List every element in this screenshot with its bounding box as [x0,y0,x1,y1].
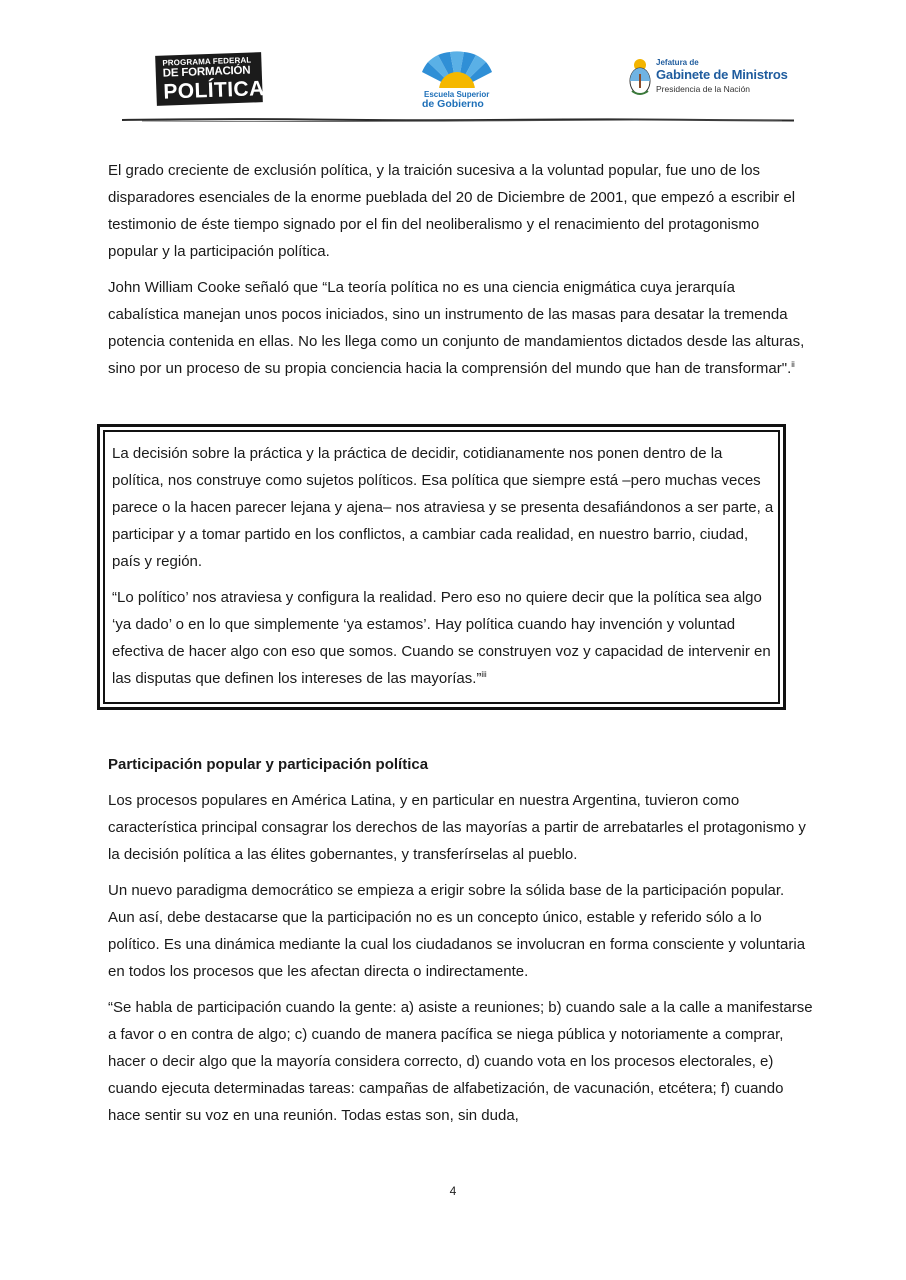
paragraph: Los procesos populares en América Latina, y en particular en nuestra Argentina, tuvieron como característica principal consagrar los derechos de las mayorías a partir de arrebatarles el protagonismo y la decisión política a las élites gobernantes, y transferírselas al pueblo. [108,792,806,863]
logo-escuela-line1: Escuela Superior [424,90,490,99]
jefatura-gabinete-logo [628,57,788,101]
logo-programa-line3: POLÍTICA [163,76,265,104]
logo-programa-line1: PROGRAMA FEDERAL [162,55,252,68]
paragraph: “Se habla de participación cuando la gente: a) asiste a reuniones; b) cuando sale a la calle a manifestarse a favor o en contra de algo; c) cuando de manera pacífica se niega pública y notoriamente a comprar, hacer o decir algo que la mayoría considera correcto, d) cuando vota en los procesos electorales, e) cuando ejecuta determinadas tareas: campañas de alfabetización, de vacunación, etcétera; f) cuando hace sentir su voz en una reunión. Todas estas son, sin duda, [108,999,813,1124]
logo-escuela-line2: de Gobierno [422,98,484,110]
participation-section [108,751,814,1138]
sun-rays-icon [418,50,496,92]
footnote-marker[interactable]: ii [791,360,795,369]
paragraph [108,274,808,382]
logo-programa-line2: DE FORMACIÓN [162,64,251,80]
quote-paragraph [112,584,778,692]
logo-jefatura-line2: Gabinete de Ministros [656,67,788,82]
quote-text: “Lo político’ nos atraviesa y configura la realidad. Pero eso no quiere decir que la política sea algo ‘ya dado’ o en lo que simplemente ‘ya estamos’. Hay política cuando hay invención y voluntad efectiva de hacer algo con eso que somos. Cuando se construyen voz y capacidad de intervenir en las disputas que definen los intereses de las mayorías.” [112,589,771,687]
logo-jefatura-line1: Jefatura de [656,58,699,67]
footnote-marker[interactable]: iii [481,670,487,679]
quote-box-inner [103,430,780,704]
page-number: 4 [449,1184,457,1198]
quote-box [97,424,786,710]
header-divider [122,116,794,124]
quote-paragraph: La decisión sobre la práctica y la práctica de decidir, cotidianamente nos ponen dentro de la política, nos construye como sujetos políticos. Esa política que siempre está –pero muchas veces parece o la hacen parecer lejana y ajena– nos atraviesa y se presenta desafiándonos a ser parte, a participar y a tomar partido en los conflictos, a cambiar cada realidad, en nuestro barrio, ciudad, país y región. [112,445,774,570]
intro-text [108,157,808,391]
escuela-superior-logo [418,50,496,110]
logo-jefatura-line3: Presidencia de la Nación [656,84,751,94]
paragraph: El grado creciente de exclusión política, y la traición sucesiva a la voluntad popular, fue uno de los disparadores esenciales de la enorme pueblada del 20 de Diciembre de 2001, que empezó a escribir el testimonio de éste tiempo signado por el fin del neoliberalismo y el renacimiento del protagonismo popular y la participación política. [108,162,796,260]
programa-federal-logo [155,52,263,106]
paragraph-text: John William Cooke señaló que “La teoría política no es una ciencia enigmática cuya jerarquía cabalística manejan unos pocos iniciados, sino un instrumento de las masas para desatar la tremenda potencia contenida en ellas. No les llega como un conjunto de mandamientos dictados desde las alturas, sino por un proceso de su propia conciencia hacia la comprensión del mundo que han de transformar". [108,279,805,377]
national-seal-icon [628,57,652,97]
paragraph: Un nuevo paradigma democrático se empieza a erigir sobre la sólida base de la participación popular. Aun así, debe destacarse que la participación no es un concepto único, estable y referido sólo a lo político. Es una dinámica mediante la cual los ciudadanos se involucran en forma consciente y voluntaria en todos los procesos que les afectan directa o indirectamente. [108,882,806,980]
section-heading: Participación popular y participación política [108,756,429,773]
